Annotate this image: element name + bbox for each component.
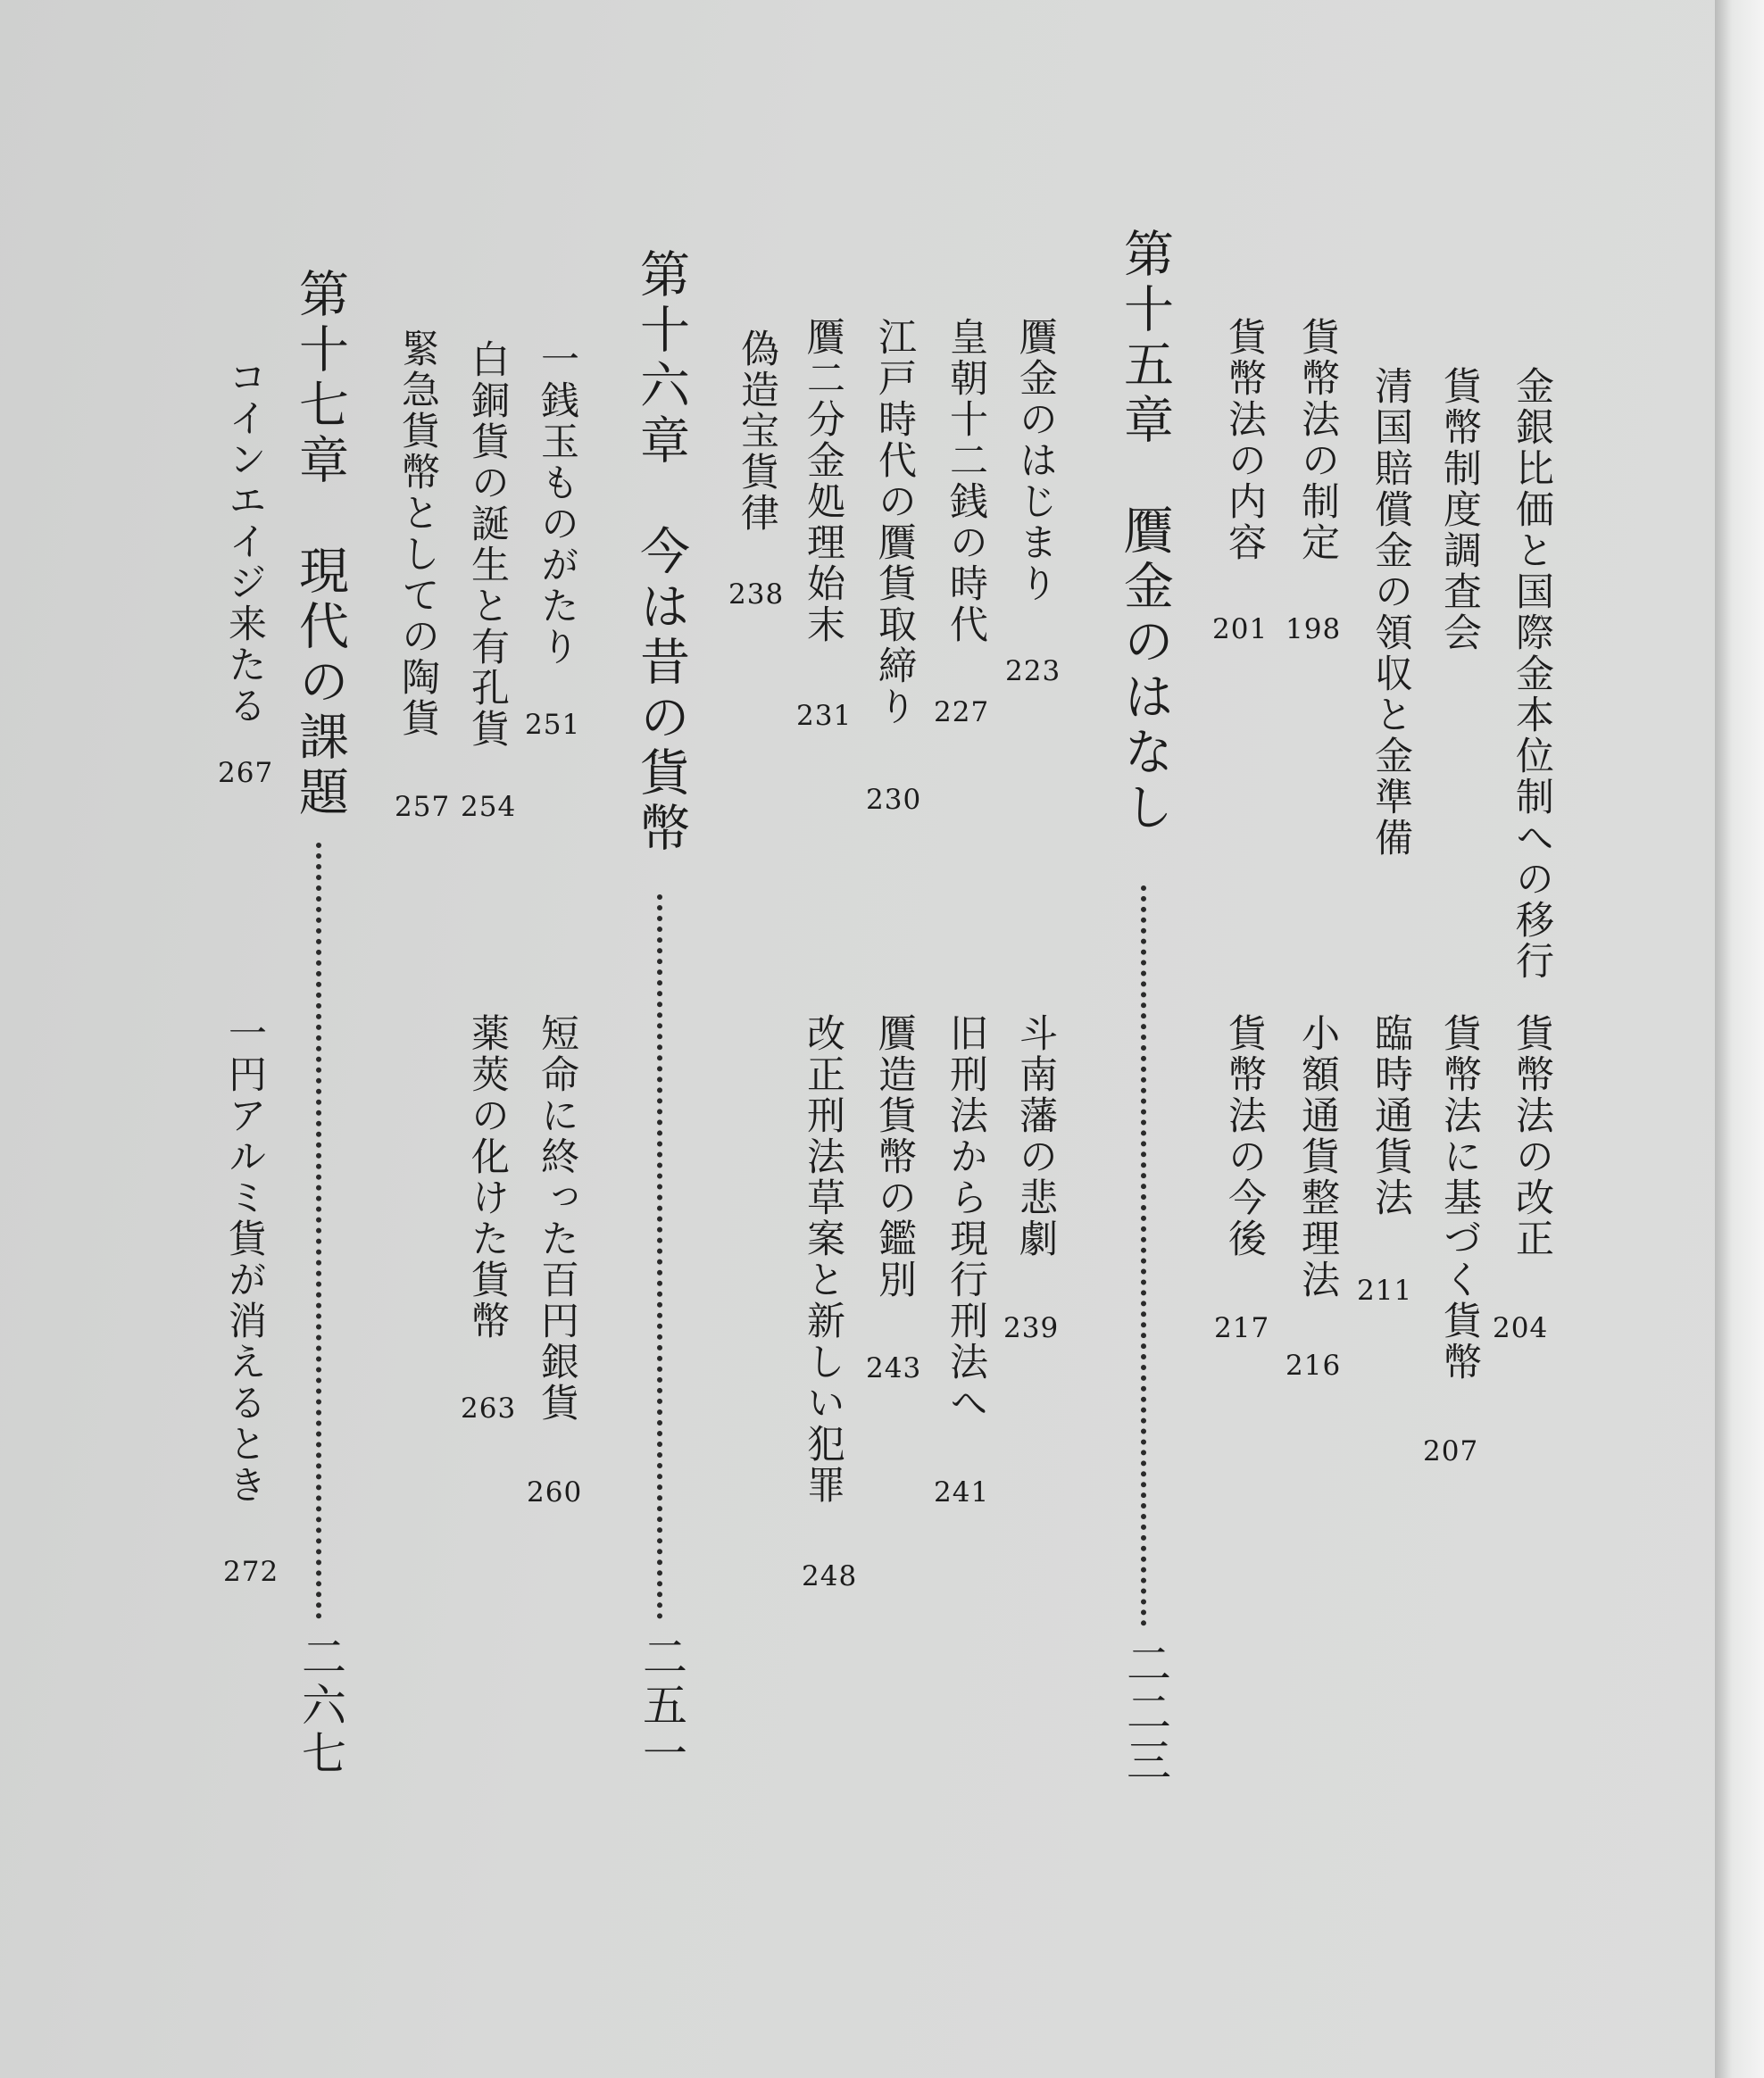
section-page: 204	[1493, 1312, 1549, 1344]
section-page: 227	[934, 696, 990, 728]
section-title: 貨幣法の内容	[1222, 317, 1267, 563]
section-page: 260	[527, 1476, 583, 1509]
section-page: 216	[1286, 1350, 1342, 1382]
section-title: 貨幣法の制定	[1295, 317, 1340, 563]
section-page: 230	[866, 784, 922, 816]
section-title: 贋金のはじまり	[1013, 317, 1058, 604]
section-page: 231	[796, 700, 853, 732]
section-page: 257	[395, 791, 451, 823]
chapter-page: 二五一	[636, 1633, 687, 1778]
section-title: 小額通貨整理法	[1295, 1013, 1340, 1301]
section-title: 臨時通貨法	[1369, 1013, 1413, 1218]
section-page: 263	[461, 1392, 517, 1425]
section-title: 貨幣法の今後	[1222, 1013, 1267, 1259]
section-page: 207	[1423, 1435, 1479, 1467]
section-title: 清国賠償金の領収と金準備	[1369, 366, 1413, 859]
section-page: 198	[1286, 613, 1342, 645]
section-title: 緊急貨幣としての陶貨	[395, 328, 440, 739]
dot-leader	[657, 894, 662, 1619]
section-title: 皇朝十二銭の時代	[944, 317, 988, 645]
section-page: 223	[1005, 655, 1061, 687]
section-page: 243	[866, 1352, 922, 1384]
dot-leader	[1141, 885, 1146, 1626]
chapter-title: 第十七章 現代の課題	[291, 268, 349, 821]
section-title: 貨幣制度調査会	[1437, 366, 1482, 653]
section-title: 白銅貨の誕生と有孔貨	[465, 339, 510, 750]
section-title: 贋造貨幣の鑑別	[872, 1013, 917, 1301]
section-title: 貨幣法の改正	[1510, 1013, 1554, 1259]
page-edge	[1715, 0, 1764, 2078]
section-page: 272	[223, 1556, 279, 1588]
chapter-title: 第十六章 今は昔の貨幣	[632, 248, 690, 857]
dot-leader	[316, 843, 321, 1619]
section-page: 238	[728, 578, 785, 611]
section-page: 267	[218, 757, 274, 789]
section-page: 217	[1214, 1312, 1270, 1344]
section-page: 201	[1212, 613, 1269, 645]
section-title: 斗南藩の悲劇	[1013, 1013, 1058, 1259]
section-title: 改正刑法草案と新しい犯罪	[801, 1013, 845, 1506]
section-page: 239	[1003, 1312, 1060, 1344]
section-page: 251	[525, 709, 581, 741]
section-page: 211	[1357, 1275, 1413, 1307]
chapter-page: 二六七	[295, 1633, 346, 1778]
section-title: 偽造宝貨律	[735, 328, 779, 534]
section-page: 248	[802, 1560, 858, 1592]
section-title: 金銀比価と国際金本位制への移行	[1510, 366, 1554, 982]
section-title: 贋二分金処理始末	[801, 317, 845, 645]
section-title: コインエイジ来たる	[222, 357, 267, 727]
section-title: 短命に終った百円銀貨	[535, 1013, 579, 1424]
chapter-page: 二二三	[1119, 1641, 1171, 1785]
section-title: 一銭玉ものがたり	[535, 339, 579, 668]
section-title: 江戸時代の贋貨取締り	[872, 317, 917, 727]
section-title: 一円アルミ貨が消えるとき	[222, 1013, 267, 1506]
section-page: 241	[934, 1476, 990, 1509]
section-title: 旧刑法から現行刑法へ	[944, 1013, 988, 1424]
chapter-title: 第十五章 贋金のはなし	[1116, 228, 1174, 836]
section-page: 254	[461, 791, 517, 823]
section-title: 薬莢の化けた貨幣	[465, 1013, 510, 1342]
section-title: 貨幣法に基づく貨幣	[1437, 1013, 1482, 1383]
